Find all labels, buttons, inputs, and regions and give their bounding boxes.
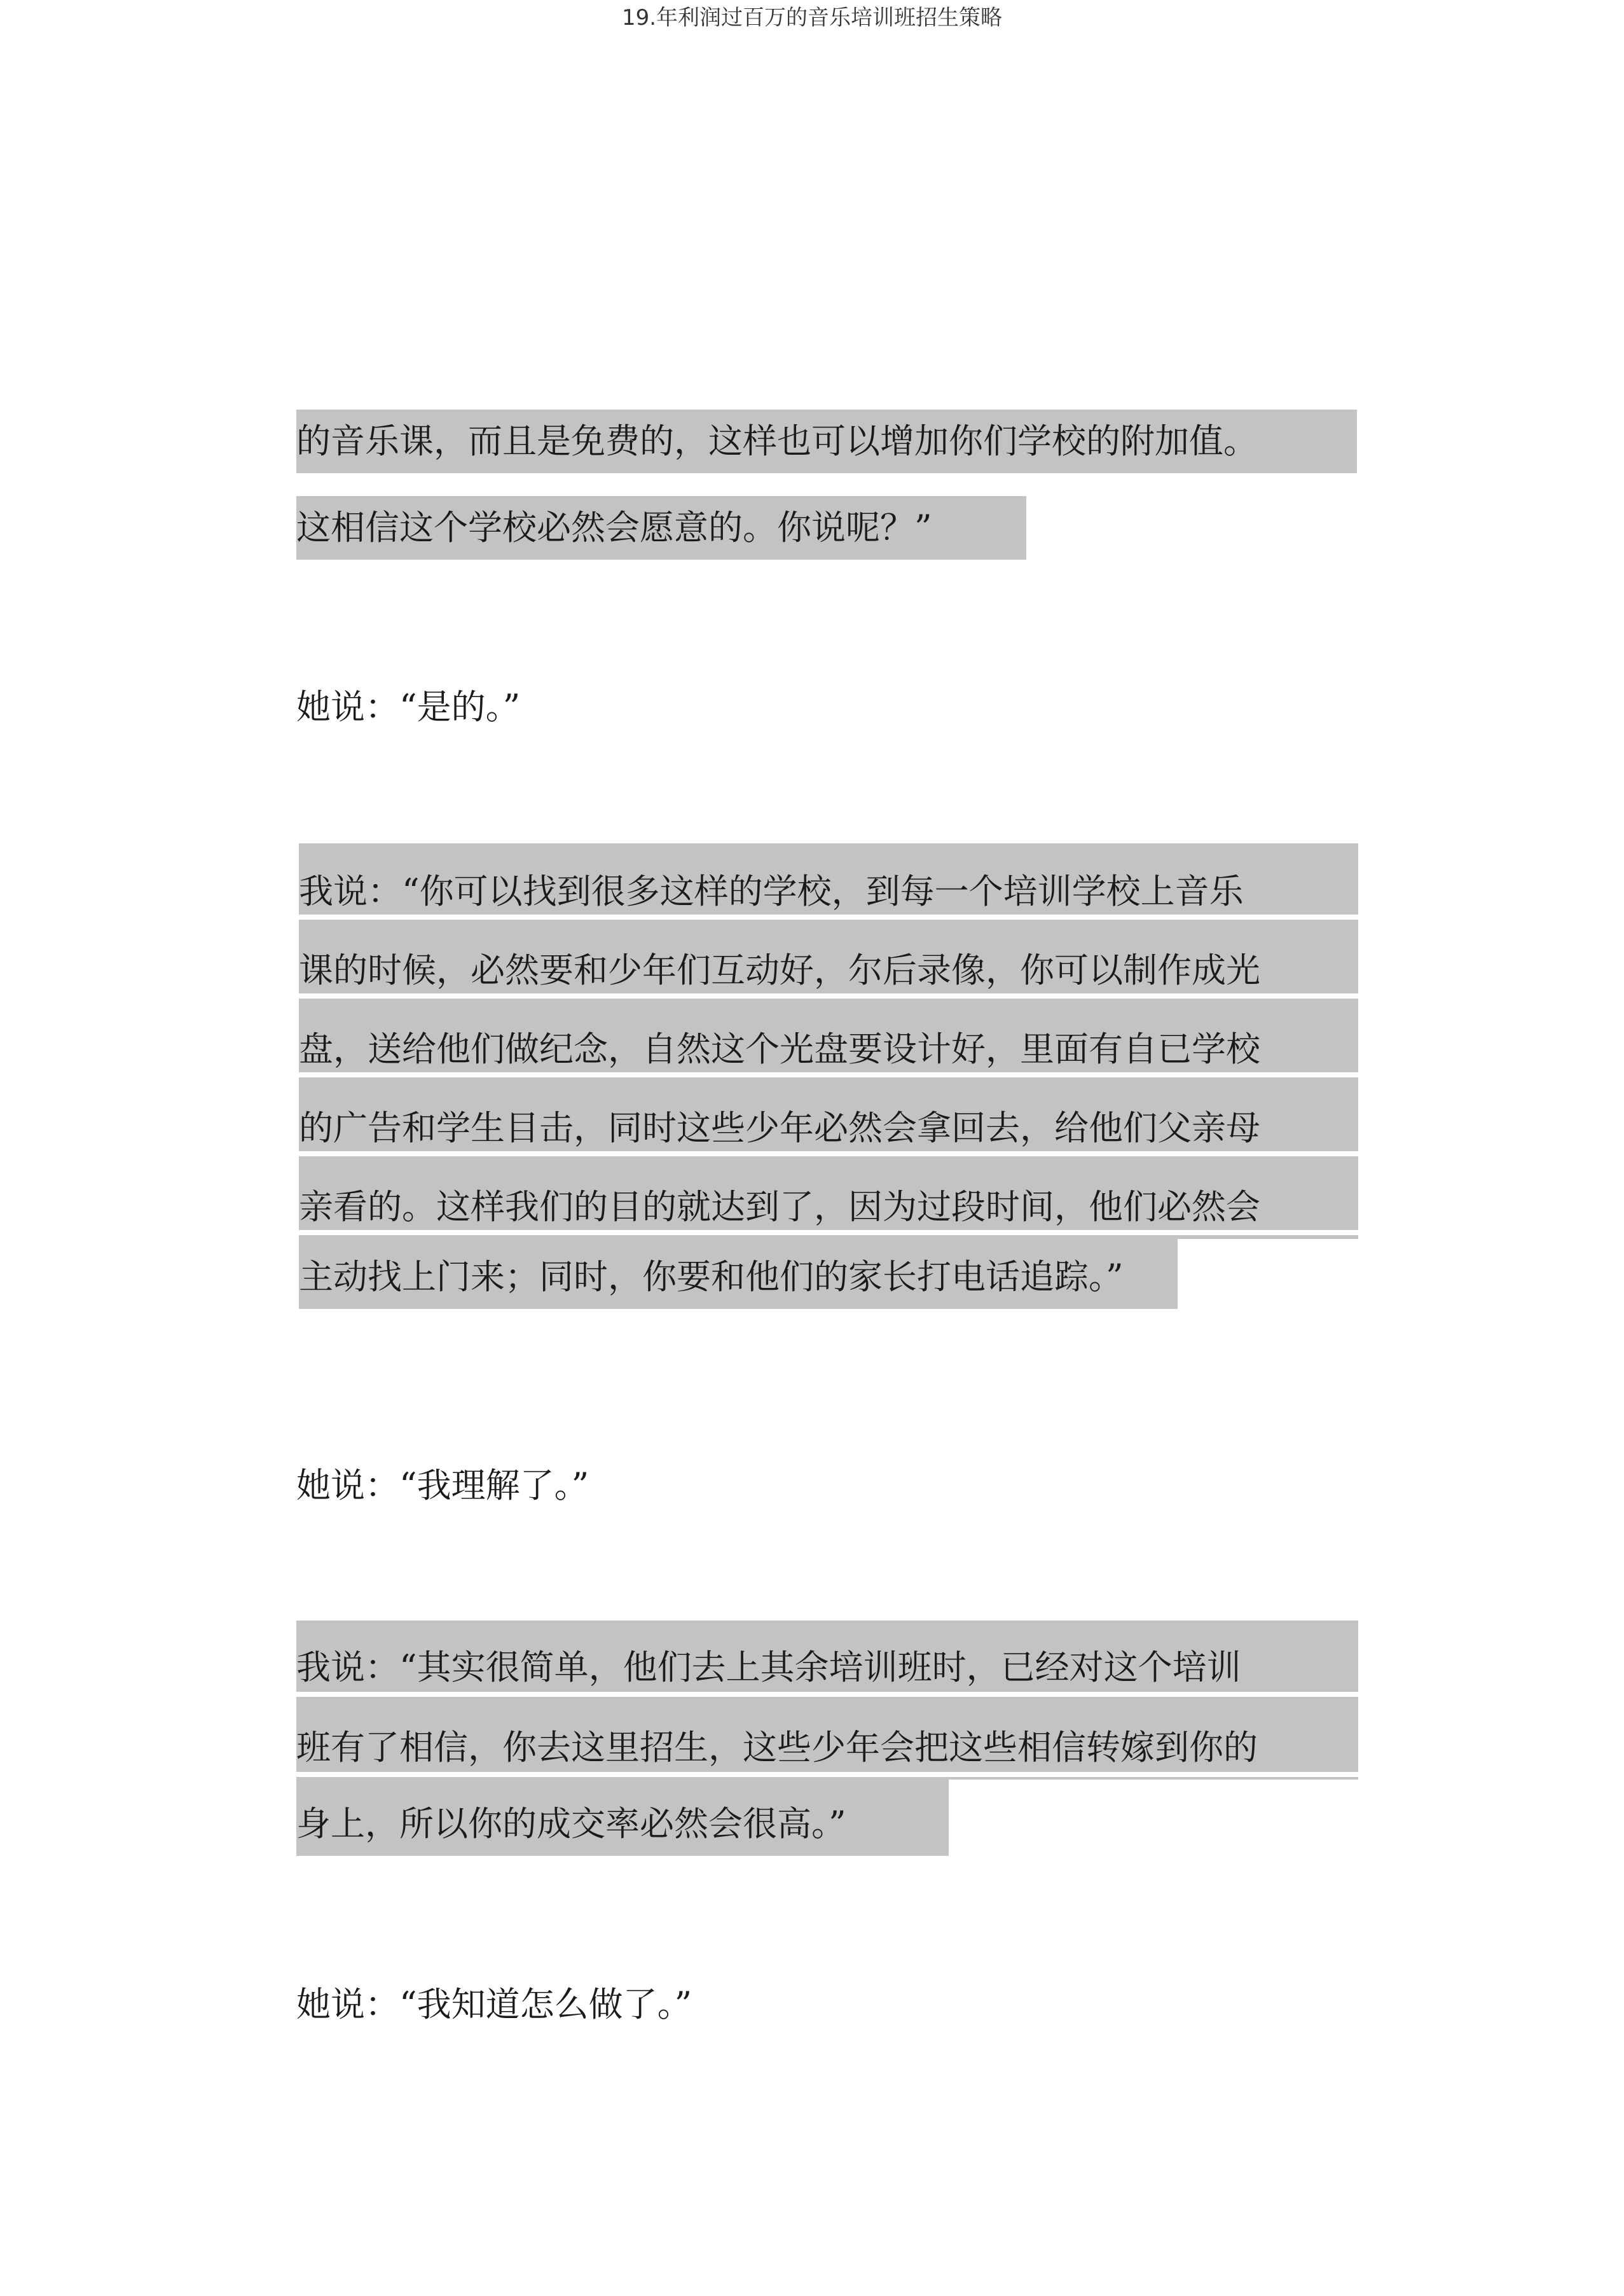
paragraph-5-line-1 (296, 1621, 1358, 1699)
paragraph-3-seam-1 (299, 915, 1358, 920)
paragraph-1-line-2 (296, 496, 1026, 560)
paragraph-3-line-2 (299, 923, 1358, 1002)
paragraph-3-line-5-text: 亲看的。这样我们的目的就达到了，因为过段时间，他们必然会 (299, 1187, 1260, 1227)
page-header-title: 19.年利润过百万的音乐培训班招生策略 (621, 5, 1003, 31)
paragraph-3-line-6-text: 主动找上门来；同时，你要和他们的家长打电话追踪。” (299, 1257, 1124, 1297)
paragraph-1-line-1-text: 的音乐课，而且是免费的，这样也可以增加你们学校的附加值。 (296, 421, 1258, 461)
paragraph-6-dialogue: 她说：“我知道怎么做了。” (296, 1984, 692, 2024)
paragraph-5-line-3 (296, 1780, 949, 1856)
paragraph-3-seam-3 (299, 1072, 1358, 1077)
paragraph-5-seam-2 (296, 1772, 1358, 1777)
paragraph-3-line-4-text: 的广告和学生目击，同时这些少年必然会拿回去，给他们父亲母 (299, 1108, 1260, 1148)
paragraph-5-line-3-text: 身上，所以你的成交率必然会很高。” (296, 1804, 846, 1844)
paragraph-1-line-1 (296, 410, 1357, 473)
paragraph-3-seam-5 (299, 1230, 1358, 1235)
paragraph-3-line-2-text: 课的时候，必然要和少年们互动好，尔后录像，你可以制作成光 (299, 950, 1260, 990)
paragraph-4-dialogue: 她说：“我理解了。” (296, 1465, 589, 1505)
paragraph-5-line-1-text: 我说：“其实很简单，他们去上其余培训班时，已经对这个培训 (296, 1647, 1241, 1687)
paragraph-3-line-6 (299, 1239, 1178, 1309)
paragraph-3-line-5 (299, 1160, 1358, 1239)
paragraph-3-line-3-text: 盘，送给他们做纪念，自然这个光盘要设计好，里面有自已学校 (299, 1029, 1260, 1069)
paragraph-5-seam-1 (296, 1692, 1358, 1697)
paragraph-5-line-2-text: 班有了相信，你去这里招生，这些少年会把这些相信转嫁到你的 (296, 1727, 1258, 1767)
paragraph-5-line-2 (296, 1699, 1358, 1780)
paragraph-2-dialogue: 她说：“是的。” (296, 687, 521, 727)
paragraph-1-line-2-text: 这相信这个学校必然会愿意的。你说呢？” (296, 508, 932, 548)
paragraph-3-seam-4 (299, 1151, 1358, 1156)
paragraph-3-seam-2 (299, 993, 1358, 999)
paragraph-3-line-3 (299, 1002, 1358, 1081)
paragraph-3-line-4 (299, 1081, 1358, 1160)
paragraph-3-line-1 (299, 843, 1358, 923)
paragraph-3-line-1-text: 我说：“你可以找到很多这样的学校，到每一个培训学校上音乐 (299, 871, 1244, 911)
